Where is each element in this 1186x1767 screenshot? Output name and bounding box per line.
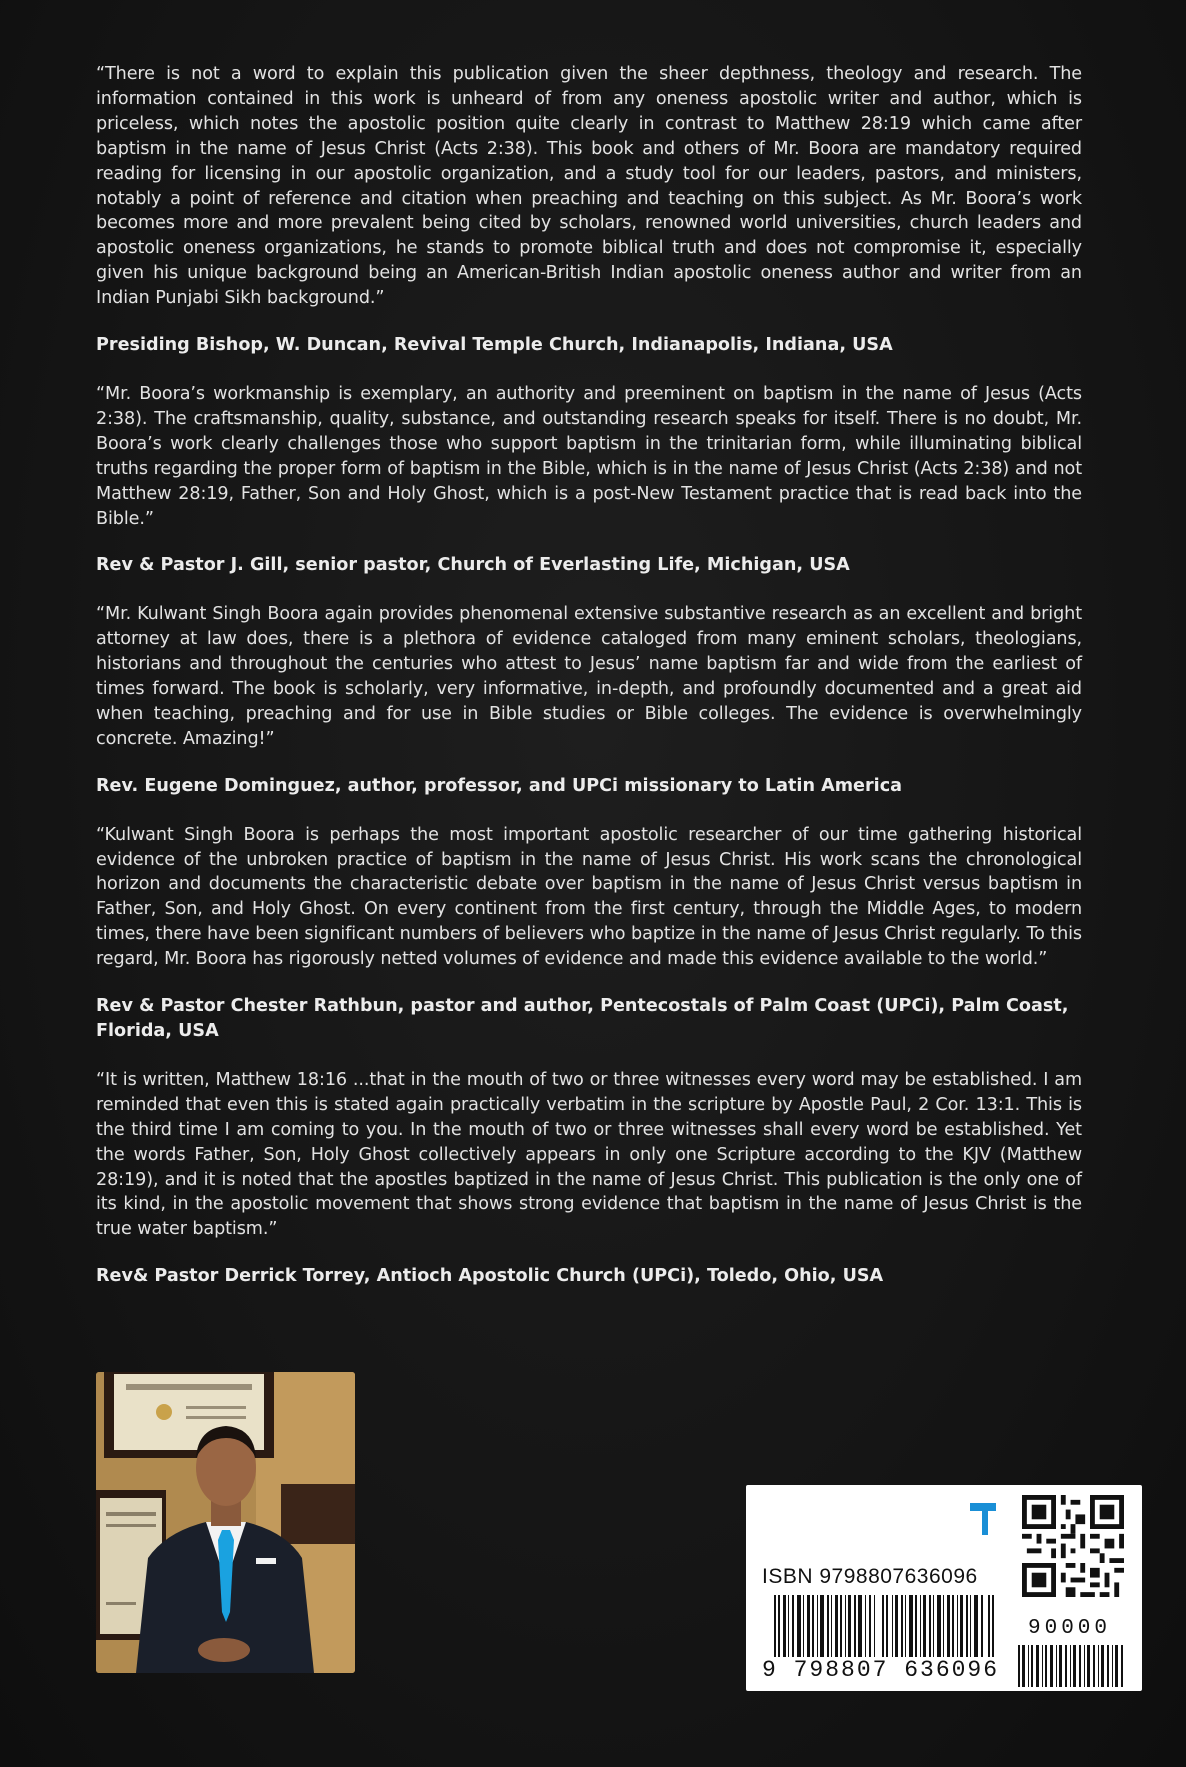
endorsement-quote: “Kulwant Singh Boora is perhaps the most important apostolic researcher of our time gathering historical evidence of the unbroken practice of baptism in the name of Jesus Christ. His work scans the chronological horizon and documents the characteristic debate over baptism in the name of Jesus Christ versus baptism in Father, Son, and Holy Ghost. On every continent from the first century, through the Middle Ages, to modern times, there have been significant numbers of believers who baptize in the name of Jesus Christ regularly. To this regard, Mr. Boora has rigorously netted volumes of evidence and made this evidence available to the world.” xyxy=(96,824,1082,970)
isbn-label: ISBN 9798807636096 xyxy=(762,1565,978,1588)
publisher-logo-icon xyxy=(968,1499,998,1539)
endorsement-quote: “Mr. Boora’s workmanship is exemplary, an authority and preeminent on baptism in the name of Jesus (Acts 2:38). The craftsmanship, quality, substance, and outstanding research speaks for itself. There is no doubt, Mr. Boora’s work clearly challenges those who support baptism in the trinitarian form, while illuminating biblical truths regarding the proper form of baptism in the Bible, which is in the name of Jesus Christ (Acts 2:38) and not Matthew 28:19, Father, Son and Holy Ghost, which is a post-New Testament practice that is read back into the Bible.” xyxy=(96,383,1082,529)
qr-code-icon xyxy=(1022,1495,1124,1597)
endorsement-attribution: Rev & Pastor Chester Rathbun, pastor and author, Pentecostals of Palm Coast (UPCi), Palm Coast, Florida, USA xyxy=(96,996,1069,1041)
price-barcode xyxy=(1018,1645,1126,1687)
isbn-digits: 9 798807 636096 xyxy=(762,1657,1000,1683)
endorsement-attribution: Rev. Eugene Dominguez, author, professor, and UPCi missionary to Latin America xyxy=(96,775,902,796)
endorsement-attribution: Rev & Pastor J. Gill, senior pastor, Church of Everlasting Life, Michigan, USA xyxy=(96,555,850,576)
endorsement-quote: “It is written, Matthew 18:16 ...that in the mouth of two or three witnesses every word may be established. I am reminded that even this is stated again practically verbatim in the scripture by Apostle Paul, 2 Cor. 13:1. This is the third time I am coming to you. In the mouth of two or three witnesses shall every word be established. Yet the words Father, Son, Holy Ghost collectively appears in only one Scripture according to the KJV (Matthew 28:19), and it is noted that the apostles baptized in the name of Jesus Christ. This publication is the only one of its kind, in the apostolic movement that shows strong evidence that baptism in the name of Jesus Christ is the true water baptism.” xyxy=(96,1069,1082,1240)
price-code: 90000 xyxy=(1028,1617,1112,1640)
endorsements xyxy=(96,62,1082,1289)
endorsement-attribution: Rev& Pastor Derrick Torrey, Antioch Apostolic Church (UPCi), Toledo, Ohio, USA xyxy=(96,1266,884,1287)
endorsement-attribution: Presiding Bishop, W. Duncan, Revival Temple Church, Indianapolis, Indiana, USA xyxy=(96,335,893,356)
isbn-barcode xyxy=(746,1485,1142,1691)
endorsement-quote: “Mr. Kulwant Singh Boora again provides phenomenal extensive substantive research as an excellent and bright attorney at law does, there is a plethora of evidence cataloged from many eminent scholars, theologians, historians and throughout the centuries who attest to Jesus’ name baptism far and wide from the earliest of times forward. The book is scholarly, very informative, in-depth, and profoundly documented and a great aid when teaching, preaching and for use in Bible studies or Bible colleges. The evidence is overwhelmingly concrete. Amazing!” xyxy=(96,604,1082,749)
endorsement-quote: “There is not a word to explain this publication given the sheer depthness, theology and research. The information contained in this work is unheard of from any oneness apostolic writer and author, which is priceless, which notes the apostolic position quite clearly in contrast to Matthew 28:19 which came after baptism in the name of Jesus Christ (Acts 2:38). This book and others of Mr. Boora are mandatory required reading for licensing in our apostolic organization, and a study tool for our leaders, pastors, and ministers, notably a point of reference and citation when preaching and teaching on this subject. As Mr. Boora’s work becomes more and more prevalent being cited by scholars, renowned world universities, church leaders and apostolic oneness organizations, he stands to promote biblical truth and does not compromise it, especially given his unique background being an American-British Indian apostolic oneness author and writer from an Indian Punjabi Sikh background.” xyxy=(96,64,1082,309)
author-photo xyxy=(96,1372,355,1673)
